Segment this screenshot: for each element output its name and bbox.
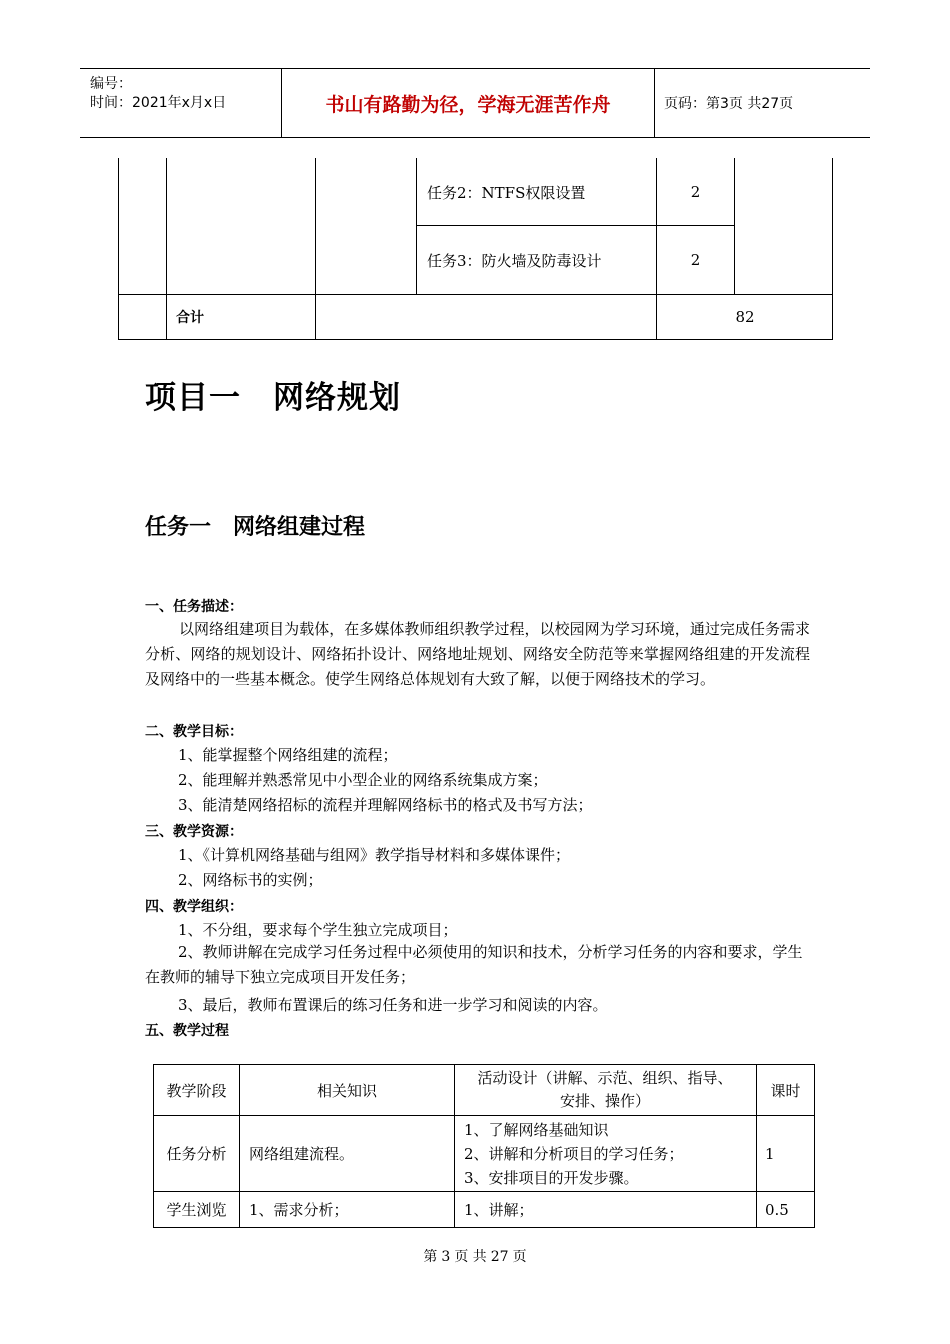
list-item: 2、教师讲解在完成学习任务过程中必须使用的知识和技术，分析学习任务的内容和要求，学生在教师的辅导下独立完成项目开发任务；	[145, 943, 803, 986]
list-item: 2、网络标书的实例；	[178, 871, 323, 889]
footer-total: 27	[490, 1249, 509, 1265]
list-item: 2、能理解并熟悉常见中小型企业的网络系统集成方案；	[178, 771, 548, 789]
column-header: 相关知识	[316, 1081, 377, 1100]
section-title: 五、教学过程	[145, 1023, 229, 1039]
task-cell: 任务3：防火墙及防毒设计	[427, 251, 602, 270]
column-header: 活动设计（讲解、示范、组织、指导、安排、操作）	[477, 1069, 733, 1110]
list-item: 1、《计算机网络基础与组网》教学指导材料和多媒体课件；	[178, 846, 571, 864]
activity-line: 3、安排项目的开发步骤。	[464, 1169, 639, 1187]
schedule-table	[118, 158, 833, 340]
total-label: 合计	[176, 310, 204, 326]
number-label: 编号：	[90, 76, 132, 92]
list-item: 3、最后，教师布置课后的练习任务和进一步学习和阅读的内容。	[178, 996, 608, 1014]
header-page-info: 页码：第3页 共27页	[664, 96, 794, 112]
list-item: 1、不分组，要求每个学生独立完成项目；	[178, 921, 458, 939]
section-title: 一、任务描述：	[145, 599, 243, 615]
footer-page: 3	[441, 1249, 451, 1265]
task-cell: 任务2：NTFS权限设置	[427, 183, 586, 202]
table-cell: 任务分析	[166, 1145, 227, 1163]
table-cell: 网络组建流程。	[249, 1145, 355, 1163]
task-description: 以网络组建项目为载体，在多媒体教师组织教学过程，以校园网为学习环境，通过完成任务需求分析、网络的规划设计、网络拓扑设计、网络地址规划、网络安全防范等来掌握网络组建的开发流程及网络中的一些基本概念。使学生网络总体规划有大致了解，以便于网络技术的学习。	[145, 620, 810, 688]
table-cell	[464, 1116, 684, 1193]
page-header	[80, 68, 870, 138]
process-table	[153, 1064, 815, 1228]
section-title: 三、教学资源：	[145, 824, 243, 840]
list-item: 1、能掌握整个网络组建的流程；	[178, 746, 398, 764]
table-cell: 0.5	[765, 1200, 789, 1219]
activity-line: 1、了解网络基础知识	[464, 1121, 609, 1139]
footer-prefix: 第	[423, 1249, 438, 1265]
hours-cell: 2	[690, 251, 701, 269]
footer-mid: 页 共	[454, 1249, 487, 1265]
total-value: 82	[735, 308, 755, 326]
activity-line: 2、讲解和分析项目的学习任务；	[464, 1145, 684, 1163]
table-cell: 1、需求分析；	[249, 1201, 349, 1219]
footer-suffix: 页	[512, 1249, 527, 1265]
page-footer	[0, 1246, 950, 1266]
task-title: 任务一 网络组建过程	[145, 515, 366, 540]
project-title: 项目一 网络规划	[145, 380, 401, 416]
hours-cell: 2	[690, 183, 701, 201]
time-label: 时间：2021年x月x日	[90, 95, 227, 111]
table-cell: 1	[765, 1144, 775, 1163]
section-title: 二、教学目标：	[145, 724, 243, 740]
list-item: 3、能清楚网络招标的流程并理解网络标书的格式及书写方法；	[178, 796, 593, 814]
table-cell: 学生浏览	[166, 1201, 227, 1219]
section-title: 四、教学组织：	[145, 899, 243, 915]
table-cell: 1、讲解；	[464, 1201, 534, 1219]
header-motto: 书山有路勤为径，学海无涯苦作舟	[282, 69, 655, 137]
column-header: 课时	[770, 1081, 801, 1100]
column-header: 教学阶段	[166, 1081, 227, 1100]
header-meta	[80, 69, 282, 137]
